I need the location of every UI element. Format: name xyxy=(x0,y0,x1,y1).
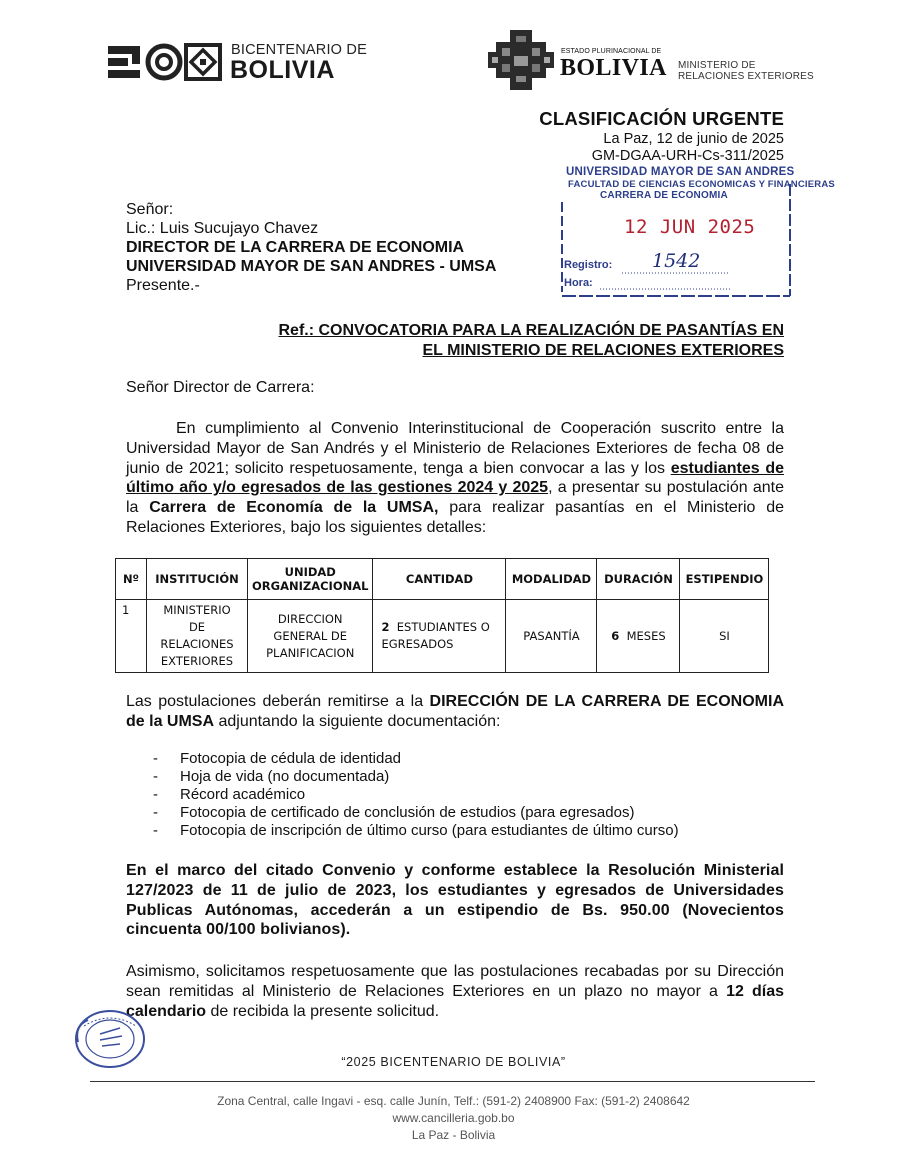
cell-unidad-line: GENERAL DE xyxy=(273,628,348,643)
th-modalidad: MODALIDAD xyxy=(506,559,597,600)
paragraph-plazo xyxy=(126,962,784,1021)
cell-estipendio: SI xyxy=(680,600,769,673)
cell-unidad xyxy=(248,600,373,673)
cell-cantidad-text-2: EGRESADOS xyxy=(381,637,454,651)
bicentenario-big-text: BOLIVIA xyxy=(230,56,335,84)
addressee-name: Lic.: Luis Sucujayo Chavez xyxy=(126,220,319,237)
addressee-position: DIRECTOR DE LA CARRERA DE ECONOMIA xyxy=(126,239,465,256)
p1-text-a: En cumplimiento al Convenio Interinstitucional de Cooperación suscrito entre la Universidad Mayor de San Andrés y el Ministerio de Relaciones Exteriores de fecha 08 de junio de 2021; solicito respetuosamente, tenga a bien convocar a las y los xyxy=(126,420,784,477)
cell-institucion-line: EXTERIORES xyxy=(160,654,234,668)
th-unidad: UNIDAD ORGANIZACIONAL xyxy=(248,559,373,600)
cell-cantidad-text-1: ESTUDIANTES O xyxy=(396,620,490,634)
cell-duracion-number: 6 xyxy=(611,628,620,643)
paragraph-postulaciones xyxy=(126,692,784,732)
cell-institucion-line: MINISTERIO xyxy=(163,603,231,617)
estado-big-text: BOLIVIA xyxy=(560,55,667,81)
requirements-list xyxy=(150,750,679,840)
cell-institucion-line: DE xyxy=(188,620,206,634)
reference-line-2: EL MINISTERIO DE RELACIONES EXTERIORES xyxy=(422,342,784,359)
reception-stamp xyxy=(560,162,835,302)
salutation: Señor Director de Carrera: xyxy=(126,379,315,396)
ministry-logo xyxy=(488,30,814,90)
th-estipendio: ESTIPENDIO xyxy=(680,559,769,600)
cell-cantidad-number: 2 xyxy=(381,620,390,634)
chakana-emblem-icon xyxy=(488,30,554,90)
stamp-date: 12 JUN 2025 xyxy=(624,216,756,238)
p1-text-d: Carrera de Economía de la UMSA, xyxy=(149,499,439,517)
list-item: - Hoja de vida (no documentada) xyxy=(150,768,679,786)
p4-text-a: Asimismo, solicitamos respetuosamente que las postulaciones recabadas por su Dirección sean remitidas al Ministerio de Relaciones Exteriores en un plazo no mayor a xyxy=(126,963,784,1000)
cell-institucion xyxy=(147,600,248,673)
classification: CLASIFICACIÓN URGENTE xyxy=(539,108,784,129)
stamp-registro-value: 1542 xyxy=(652,250,701,272)
th-institucion: INSTITUCIÓN xyxy=(147,559,248,600)
stamp-department: CARRERA DE ECONOMIA xyxy=(600,190,728,201)
addressee-block xyxy=(126,200,496,295)
cell-modalidad: PASANTÍA xyxy=(506,600,597,673)
th-duracion: DURACIÓN xyxy=(597,559,680,600)
list-item: - Fotocopia de certificado de conclusión de estudios (para egresados) xyxy=(150,804,679,822)
bicentenario-glyphs-icon xyxy=(106,42,226,82)
document-code: GM-DGAA-URH-Cs-311/2025 xyxy=(591,148,784,164)
p1-text-e: para realizar pasantías en el Ministerio de Relaciones Exteriores, bajo los siguientes detalles: xyxy=(126,499,784,536)
footer-divider xyxy=(90,1081,815,1082)
bicentenario-logo xyxy=(106,40,367,84)
stamp-hora-label: Hora: xyxy=(564,277,593,289)
footer-motto: “2025 BICENTENARIO DE BOLIVIA” xyxy=(341,1055,566,1069)
list-item: - Récord académico xyxy=(150,786,679,804)
ministry-line-2: RELACIONES EXTERIORES xyxy=(678,71,814,82)
paragraph-convenio xyxy=(126,419,784,538)
reference-line-1: Ref.: CONVOCATORIA PARA LA REALIZACIÓN DE PASANTÍAS EN xyxy=(278,322,784,339)
list-item: - Fotocopia de inscripción de último curso (para estudiantes de último curso) xyxy=(150,822,679,840)
list-item: - Fotocopia de cédula de identidad xyxy=(150,750,679,768)
th-no: Nº xyxy=(116,559,147,600)
footer-address: Zona Central, calle Ingavi - esq. calle Junín, Telf.: (591-2) 2408900 Fax: (591-2) 2408642 xyxy=(217,1094,690,1108)
cell-no: 1 xyxy=(116,600,147,673)
cell-duracion-text: MESES xyxy=(626,628,666,643)
addressee-presente: Presente.- xyxy=(126,277,200,294)
p4-text-c: de recibida la presente solicitud. xyxy=(206,1002,440,1020)
footer-city: La Paz - Bolivia xyxy=(411,1128,496,1142)
p4-text-b: 12 días calendario xyxy=(126,982,784,1020)
bicentenario-small-text: BICENTENARIO DE xyxy=(231,42,367,58)
p1-text-c: , a presentar su postulación ante la xyxy=(126,479,784,517)
th-cantidad: CANTIDAD xyxy=(373,559,506,600)
p1-text-b: estudiantes de último año y/o egresados de las gestiones 2024 y 2025 xyxy=(126,459,785,497)
reference xyxy=(279,321,785,361)
stamp-registro-label: Registro: xyxy=(564,259,613,271)
addressee-greeting: Señor: xyxy=(126,201,174,218)
cell-unidad-line: PLANIFICACION xyxy=(266,645,355,660)
footer-website[interactable]: www.cancilleria.gob.bo xyxy=(392,1111,515,1125)
cell-duracion xyxy=(597,600,680,673)
table-row xyxy=(116,600,769,673)
p2-text-c: adjuntando la siguiente documentación: xyxy=(214,712,501,730)
p2-text-b: DIRECCIÓN DE LA CARRERA DE ECONOMIA de la UMSA xyxy=(126,693,784,730)
cell-unidad-line: DIRECCION xyxy=(277,611,343,626)
cell-cantidad xyxy=(373,600,506,673)
place-date: La Paz, 12 de junio de 2025 xyxy=(603,131,784,147)
estado-small-text: ESTADO PLURINACIONAL DE xyxy=(561,48,662,55)
p2-text-a: Las postulaciones deberán remitirse a la xyxy=(126,693,430,710)
stamp-university: UNIVERSIDAD MAYOR DE SAN ANDRES xyxy=(566,166,795,178)
internship-table xyxy=(115,558,769,673)
paragraph-estipendio: En el marco del citado Convenio y conforme establece la Resolución Ministerial 127/2023 de 11 de julio de 2023, los estudiantes y egresados de Universidades Publicas Autónomas, accederán a un estipendio de Bs. 950.00 (Novecientos cincuenta 00/100 bolivianos). xyxy=(126,862,784,939)
table-header-row xyxy=(116,559,769,600)
addressee-institution: UNIVERSIDAD MAYOR DE SAN ANDRES - UMSA xyxy=(126,258,497,275)
stamp-faculty: FACULTAD DE CIENCIAS ECONOMICAS Y FINANCIERAS xyxy=(568,179,835,190)
ministry-name xyxy=(678,60,814,82)
cell-institucion-line: RELACIONES xyxy=(160,637,234,651)
ministry-line-1: MINISTERIO DE xyxy=(678,60,756,71)
